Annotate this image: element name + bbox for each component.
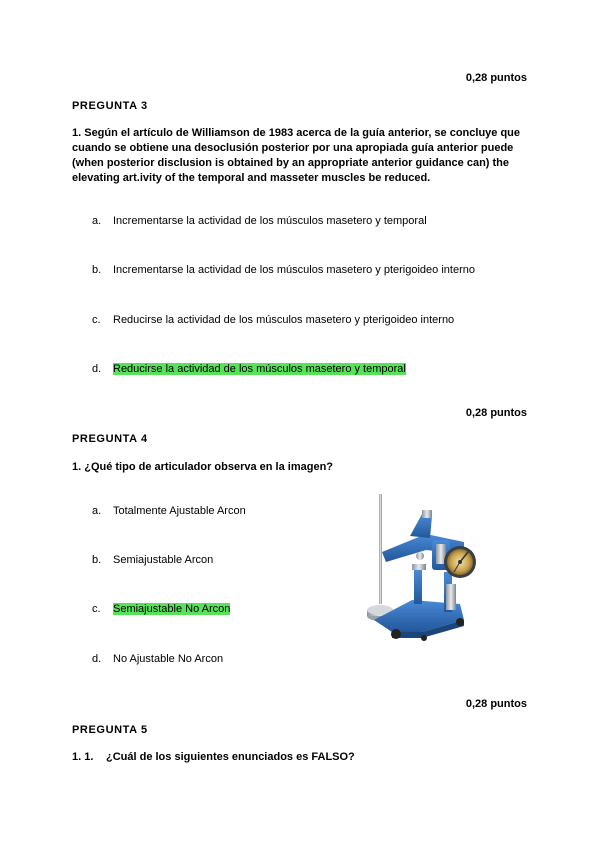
q3-option-a[interactable] <box>92 215 427 227</box>
articulator-image <box>352 492 482 642</box>
points-label-q4: 0,28 puntos <box>465 407 527 419</box>
option-text: No Ajustable No Arcon <box>113 653 224 665</box>
q4-option-c[interactable] <box>92 603 230 615</box>
option-letter: c. <box>92 314 101 326</box>
question-4-heading: PREGUNTA 4 <box>72 433 148 445</box>
option-text-highlighted: Semiajustable No Arcon <box>113 603 231 615</box>
option-letter: d. <box>92 363 102 375</box>
option-text: Reducirse la actividad de los músculos masetero y pterigoideo interno <box>113 314 455 326</box>
option-text: Incrementarse la actividad de los músculos masetero y temporal <box>113 215 427 227</box>
option-text: Totalmente Ajustable Arcon <box>113 505 246 517</box>
option-text: Semiajustable Arcon <box>113 554 214 566</box>
option-text-highlighted: Reducirse la actividad de los músculos masetero y temporal <box>113 363 406 375</box>
q4-option-d[interactable] <box>92 653 223 665</box>
option-letter: a. <box>92 505 102 517</box>
question-3-text: 1. Según el artículo de Williamson de 1983 acerca de la guía anterior, se concluye que cuando se obtiene una desoclusión posterior por una apropiada guía anterior puede (when posterior disclusion is obtained by an appropriate anterior guidance can) the elevating art.ivity of the temporal and masseter muscles be reduced. <box>72 127 521 184</box>
option-letter: d. <box>92 653 102 665</box>
q3-option-b[interactable] <box>92 264 475 276</box>
option-text: Incrementarse la actividad de los músculos masetero y pterigoideo interno <box>113 264 475 276</box>
option-letter: a. <box>92 215 102 227</box>
q3-option-c[interactable] <box>92 314 454 326</box>
question-5-number: 1. 1. <box>72 751 94 763</box>
question-3-heading: PREGUNTA 3 <box>72 100 148 112</box>
q4-option-b[interactable] <box>92 554 213 566</box>
question-5-statement: ¿Cuál de los siguientes enunciados es FALSO? <box>106 751 355 763</box>
points-label-q3: 0,28 puntos <box>465 72 527 84</box>
question-5-heading: PREGUNTA 5 <box>72 724 148 736</box>
option-letter: c. <box>92 603 101 615</box>
option-letter: b. <box>92 554 102 566</box>
question-4-text: 1. ¿Qué tipo de articulador observa en la imagen? <box>72 461 334 473</box>
points-label-q5: 0,28 puntos <box>465 698 527 710</box>
option-letter: b. <box>92 264 102 276</box>
q3-option-d[interactable] <box>92 363 406 375</box>
question-5-text <box>72 751 355 763</box>
q4-option-a[interactable] <box>92 505 246 517</box>
